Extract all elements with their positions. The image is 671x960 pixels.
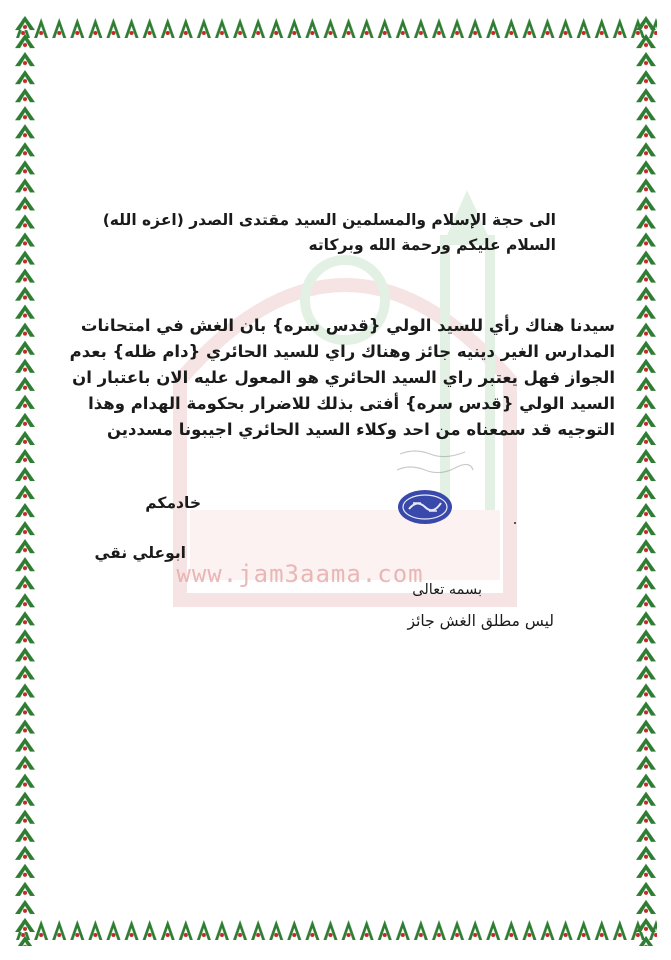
question-line-2: المدارس الغير دينيه جائز وهناك راي للسيد الحائري {دام ظله} بعدم xyxy=(69,342,615,361)
right-border xyxy=(633,14,659,946)
stray-dot xyxy=(514,522,516,524)
question-line-4: السيد الولي {قدس سره} أفتى بذلك للاضرار بحكومة الهدام وهذا xyxy=(88,394,615,413)
bottom-border xyxy=(14,916,657,942)
top-border xyxy=(14,14,657,40)
question-line-1: سيدنا هناك رأي للسيد الولي {قدس سره} بان الغش في امتحانات xyxy=(80,316,615,335)
greeting-line-2: السلام عليكم ورحمة الله وبركاته xyxy=(308,236,556,254)
left-border xyxy=(12,14,38,946)
sender-signature: ابوعلي نقي xyxy=(94,544,186,562)
watermark-url: www.jam3aama.com xyxy=(176,560,424,588)
answer-heading: بسمه تعالى xyxy=(412,582,482,598)
official-seal-icon xyxy=(397,489,453,525)
question-line-3: الجواز فهل يعتبر راي السيد الحائري هو المعول عليه الان باعتبار ان xyxy=(72,368,615,387)
closing-text: خادمكم xyxy=(145,494,201,512)
greeting-line-1: الى حجة الإسلام والمسلمين السيد مقتدى الصدر (اعزه الله) xyxy=(102,211,556,229)
answer-text: ليس مطلق الغش جائز xyxy=(407,612,554,630)
faint-handwriting xyxy=(395,446,475,480)
question-line-5: التوجيه قد سمعناه من احد وكلاء السيد الحائري اجيبونا مسددين xyxy=(106,420,615,439)
